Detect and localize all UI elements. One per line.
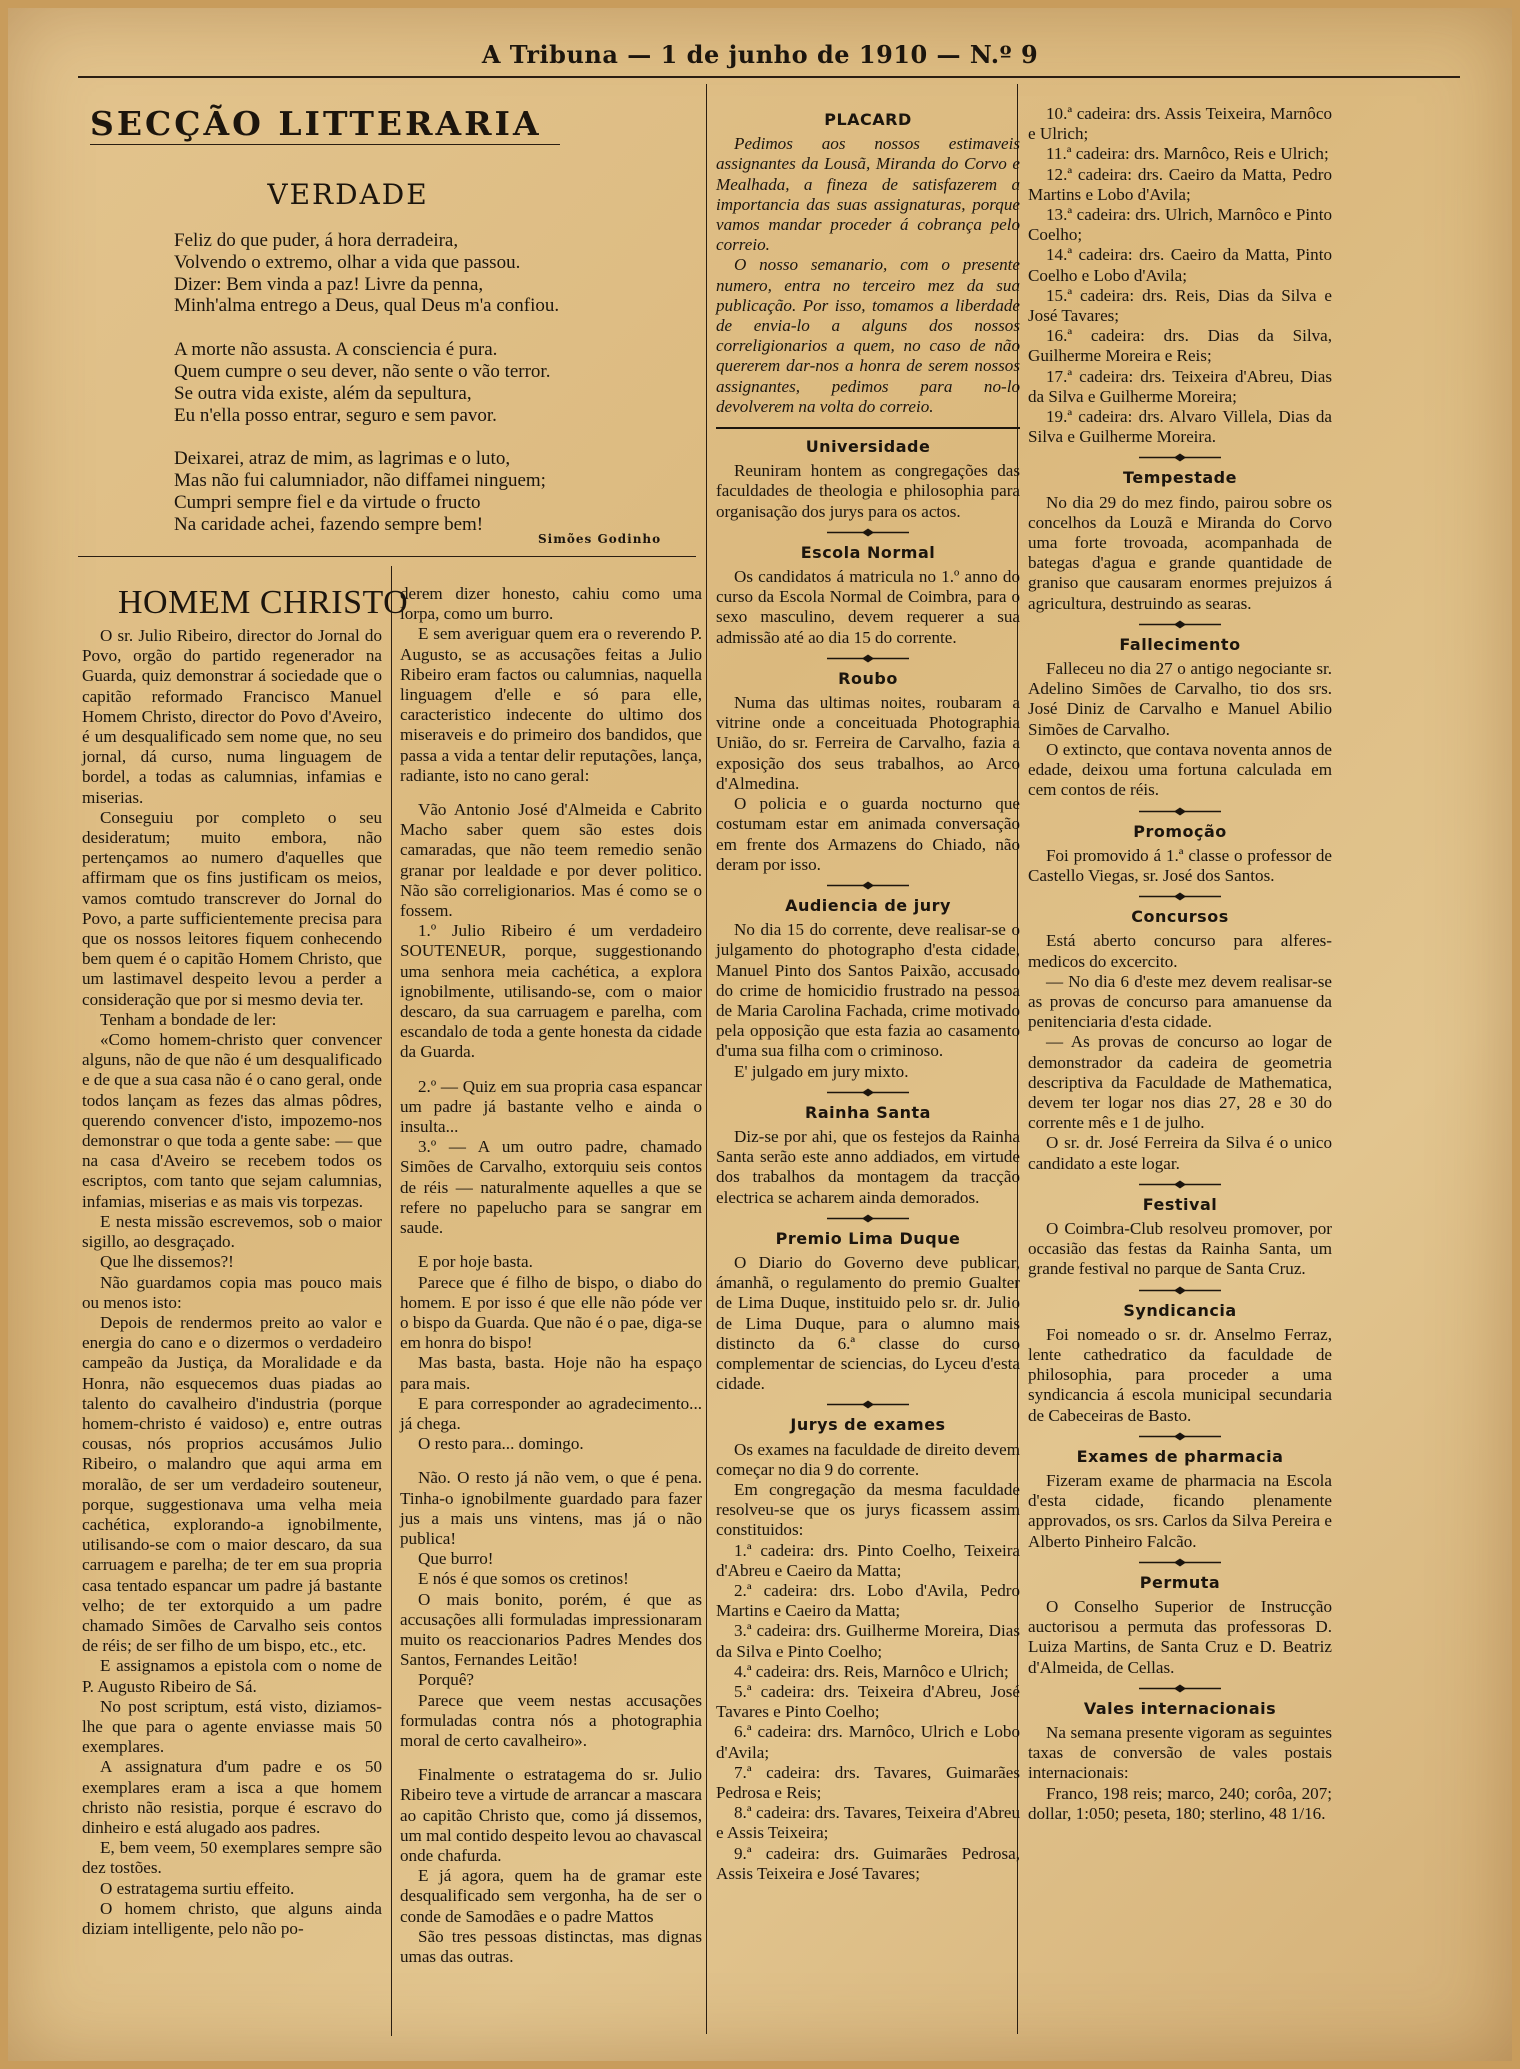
- placard-paragraph: O nosso semanario, com o presente numero, entra no terceiro mez da sua publicação. Por isso, tomamos a liberdade de envia-lo a alguns dos nossos correligionarios a quem, no caso de não quererem dar-nos a honra de serem nossos assignantes, pedimos para no-lo devolverem na volta do correio.: [716, 255, 1020, 416]
- article-paragraph: 2.º — Quiz em sua propria casa espancar um padre já bastante velho e ainda o insulta...: [400, 1076, 702, 1137]
- news-paragraph: Na semana presente vigoram as seguintes taxas de conversão de vales postais internacionais:: [1028, 1723, 1332, 1783]
- news-heading: Promoção: [1133, 821, 1227, 841]
- article-paragraph: Parece que veem nestas accusações formuladas contra nós a photographia moral de certo cavalheiro».: [400, 1690, 702, 1750]
- news-paragraph: Numa das ultimas noites, roubaram a vitrine onde a conceituada Photographia União, do sr. Ferreira de Carvalho, fazia a exposição dos seus trabalhos, ao Arco d'Almedina.: [716, 693, 1020, 793]
- poem-stanza: [174, 230, 559, 317]
- article-paragraph: O homem christo, que alguns ainda diziam intelligente, pelo não po-: [82, 1898, 382, 1938]
- article-paragraph: O resto para... domingo.: [418, 1434, 584, 1454]
- news-paragraph: Os exames na faculdade de direito devem começar no dia 9 do corrente.: [716, 1439, 1020, 1479]
- article-paragraph: Finalmente o estratagema do sr. Julio Ribeiro teve a virtude de arrancar a mascara ao capitão Christo que, como já dissemos, um mal contido despeito levou ao chavascal onde chafurda.: [400, 1765, 702, 1865]
- article-paragraph: E, bem veem, 50 exemplares sempre são dez tostões.: [82, 1838, 382, 1878]
- article-paragraph: 1.º Julio Ribeiro é um verdadeiro SOUTENEUR, porque, suggestionando uma senhora meia cachética, a explora ignobilmente, utilisando-se, com o maior descaro, da sua carruagem e parelha, com escandalo de toda a gente honesta da cidade da Guarda.: [400, 921, 702, 1062]
- jury-line: 16.ª cadeira: drs. Dias da Silva, Guilherme Moreira e Reis;: [1028, 326, 1332, 366]
- article-paragraph: E sem averiguar quem era o reverendo P. Augusto, se as accusações feitas a Julio Ribeiro eram factos ou calumnias, naquella linguagem d'elle e só para elle, caracteristico indecente do ultimo dos miseraveis e do primeiro dos bandidos, que passa a vida a tentar delir reputações, lança, radiante, isto no cano geral:: [400, 624, 702, 785]
- section-divider-ornament: [1137, 1558, 1223, 1567]
- news-heading: Concursos: [1131, 907, 1229, 927]
- news-heading: Jurys de exames: [790, 1415, 946, 1435]
- poem-line: Volvendo o extremo, olhar a vida que passou.: [174, 251, 521, 273]
- placard-paragraph: Pedimos aos nossos estimaveis assignantes da Lousã, Miranda do Corvo e Mealhada, a fineza de satisfazerem a importancia das suas assignaturas, porque vamos mandar proceder á cobrança pelo correio.: [716, 134, 1020, 255]
- section-divider-ornament: [1137, 1180, 1223, 1189]
- news-paragraph: 3.ª cadeira: drs. Guilherme Moreira, Dias da Silva e Pinto Coelho;: [716, 1621, 1020, 1661]
- article-paragraph: O sr. Julio Ribeiro, director do Jornal do Povo, orgão do partido regenerador na Guarda, quiz demonstrar á sociedade que o capitão reformado Francisco Manuel Homem Christo, director do Povo d'Aveiro, é um desqualificado sem nome que, no seu jornal, dá curso, numa linguagem de bordel, a todas as calumnias, infamias e miserias.: [82, 626, 382, 807]
- article-paragraph: E nós é que somos os cretinos!: [418, 1569, 629, 1589]
- article-paragraph: Tenham a bondade de ler:: [100, 1009, 277, 1029]
- jury-line: 10.ª cadeira: drs. Assis Teixeira, Marnôco e Ulrich;: [1028, 104, 1332, 144]
- article-paragraph: «Como homem-christo quer convencer alguns, não de que não é um desqualificado e de que a sua casa não é o cano geral, onde todos lançam as fezes das almas pôdres, querendo convencer d'isto, impozemo-nos demonstrar o que toda a gente sabe: — que na casa d'Aveiro se recebem todos os escriptos, com tanto que sejam calumnias, infamias, miserias e as mais vis torpezas.: [82, 1030, 382, 1211]
- column-separator: [391, 566, 392, 2036]
- poem-line: Eu n'ella posso entrar, seguro e sem pavor.: [174, 404, 497, 426]
- poem-stanza: [174, 448, 559, 535]
- section-divider-ornament: [825, 654, 911, 663]
- news-heading: Escola Normal: [800, 542, 936, 562]
- jury-line: 19.ª cadeira: drs. Alvaro Villela, Dias da Silva e Guilherme Moreira.: [1028, 407, 1332, 447]
- article-paragraph: E por hoje basta.: [418, 1252, 533, 1272]
- news-paragraph: Reuniram hontem as congregações das faculdades de theologia e philosophia para organisação dos jurys para os actos.: [716, 461, 1020, 521]
- placard-rule: [716, 427, 1020, 429]
- news-heading: Tempestade: [1123, 468, 1237, 488]
- news-paragraph: Os candidatos á matricula no 1.º anno do curso da Escola Normal de Coimbra, para o sexo masculino, devem requerer a sua admissão até ao dia 15 do corrente.: [716, 567, 1020, 647]
- section-divider-ornament: [1137, 1286, 1223, 1295]
- poem-title: VERDADE: [267, 178, 429, 211]
- news-paragraph: Diz-se por ahi, que os festejos da Rainha Santa serão este anno addiados, em virtude dos trabalhos da montagem da tracção electrica se acharem ainda demorados.: [716, 1126, 1020, 1207]
- news-column-3: [716, 104, 1020, 1884]
- jury-line: 11.ª cadeira: drs. Marnôco, Reis e Ulrich;: [1046, 144, 1329, 164]
- article-paragraph: Parece que é filho de bispo, o diabo do homem. E por isso é que elle não póde ver o bispo da Guarda. Que não é o pae, diga-se em honra do bispo!: [400, 1272, 702, 1353]
- poem-line: Minh'alma entrego a Deus, qual Deus m'a confiou.: [174, 295, 560, 317]
- article-paragraph: derem dizer honesto, cahiu como uma lorpa, como um burro.: [400, 584, 702, 624]
- news-heading: Universidade: [805, 437, 931, 457]
- news-paragraph: Foi promovido á 1.ª classe o professor de Castello Viegas, sr. José dos Santos.: [1028, 845, 1332, 885]
- news-paragraph: — No dia 6 d'este mez devem realisar-se as provas de concurso para amanuense da penitenciaria d'esta cidade.: [1028, 971, 1332, 1032]
- news-paragraph: No dia 29 do mez findo, pairou sobre os concelhos da Louzã e Miranda do Corvo uma forte trovoada, acompanhada de bategas d'agua e grande quantidade de graniso que causaram enormes prejuizos á agricultura, destruindo as searas.: [1028, 492, 1332, 613]
- section-divider-ornament: [825, 1214, 911, 1223]
- news-paragraph: 6.ª cadeira: drs. Marnôco, Ulrich e Lobo d'Avila;: [716, 1722, 1020, 1762]
- news-paragraph: 2.ª cadeira: drs. Lobo d'Avila, Pedro Martins e Caeiro da Matta;: [716, 1581, 1020, 1621]
- poem-line: Se outra vida existe, além da sepultura,: [174, 382, 472, 404]
- poem-line: Deixarei, atraz de mim, as lagrimas e o luto,: [174, 448, 511, 470]
- poem-stanza: [174, 339, 559, 426]
- placard-title: PLACARD: [824, 110, 912, 129]
- section-divider-ornament: [825, 881, 911, 890]
- jury-line: 15.ª cadeira: drs. Reis, Dias da Silva e José Tavares;: [1028, 285, 1332, 326]
- section-title-rule: [90, 144, 560, 145]
- jury-line: 12.ª cadeira: drs. Caeiro da Matta, Pedro Martins e Lobo d'Avila;: [1028, 164, 1332, 204]
- section-divider-ornament: [825, 1400, 911, 1409]
- news-paragraph: 1.ª cadeira: drs. Pinto Coelho, Teixeira d'Abreu e Caeiro da Matta;: [716, 1540, 1020, 1580]
- news-heading: Vales internacionais: [1083, 1698, 1277, 1718]
- article-paragraph: Não. O resto já não vem, o que é pena. Tinha-o ignobilmente guardado para fazer jus a mais uns vintens, mas já o não publica!: [400, 1468, 702, 1548]
- article-paragraph: Porquê?: [418, 1670, 475, 1690]
- section-divider-ornament: [825, 528, 911, 537]
- news-heading: Festival: [1142, 1194, 1218, 1214]
- article-paragraph: Que burro!: [418, 1549, 494, 1569]
- news-paragraph: O extincto, que contava noventa annos de edade, deixou uma fortuna calculada em cem contos de réis.: [1028, 739, 1332, 800]
- article-paragraph: E para corresponder ao agradecimento... já chega.: [400, 1393, 702, 1433]
- news-heading: Syndicancia: [1123, 1300, 1237, 1320]
- news-paragraph: Está aberto concurso para alferes-medicos do excercito.: [1028, 931, 1332, 971]
- section-divider-ornament: [1137, 1432, 1223, 1441]
- section-title: SECÇÃO LITTERARIA: [90, 104, 542, 143]
- news-heading: Fallecimento: [1119, 634, 1241, 654]
- article-paragraph: Vão Antonio José d'Almeida e Cabrito Macho saber quem são estes dois camaradas, que não teem remedio senão granar por lealdade e por dever politico. Não são correligionarios. Mas é como se o fossem.: [400, 800, 702, 921]
- section-divider-ornament: [1137, 892, 1223, 901]
- article-paragraph: Que lhe dissemos?!: [100, 1252, 234, 1272]
- article-column-1: [82, 626, 382, 1939]
- newspaper-page: [8, 8, 1512, 2061]
- article-column-2: [400, 584, 702, 1967]
- article-paragraph: São tres pessoas distinctas, mas dignas umas das outras.: [400, 1926, 702, 1966]
- news-paragraph: 9.ª cadeira: drs. Guimarães Pedrosa, Assis Teixeira e José Tavares;: [716, 1843, 1020, 1883]
- poem-author: Simões Godinho: [538, 532, 662, 546]
- article-paragraph: O estratagema surtiu effeito.: [100, 1878, 295, 1898]
- news-paragraph: 5.ª cadeira: drs. Teixeira d'Abreu, José Tavares e Pinto Coelho;: [716, 1682, 1020, 1722]
- article-paragraph: Mas basta, basta. Hoje não ha espaço para mais.: [400, 1353, 702, 1393]
- article-paragraph: O mais bonito, porém, é que as accusações alli formuladas impressionaram muito os reaccionarios Padres Mendes dos Santos, Fernandes Leitão!: [400, 1589, 702, 1670]
- article-paragraph: A assignatura d'um padre e os 50 exemplares eram a isca a que homem christo não resistia, porque é escravo do dinheiro e está alugado aos padres.: [82, 1757, 382, 1837]
- poem-line: Quem cumpre o seu dever, não sente o vão terror.: [174, 360, 551, 382]
- article-paragraph: E assignamos a epistola com o nome de P. Augusto Ribeiro de Sá.: [82, 1656, 382, 1696]
- article-paragraph: E já agora, quem ha de gramar este desqualificado sem vergonha, ha de ser o conde de Samodães e o padre Mattos: [400, 1866, 702, 1926]
- article-title: HOMEM CHRISTO: [118, 584, 409, 621]
- article-paragraph: Conseguiu por completo o seu desideratum; muito embora, não pertençamos ao numero d'aquelles que affirmam que os fins justificam os meios, vamos comtudo transcrever do Jornal do Povo, a parte sufficientemente precisa para que os nossos leitores fiquem conhecendo bem quem é o capitão Homem Christo, que um lastimavel despeito levou a perder a consideração que por si mesmo devia ter.: [82, 807, 382, 1009]
- column-separator: [706, 84, 707, 2034]
- poem-bottom-rule: [78, 556, 696, 557]
- poem-line: Feliz do que puder, á hora derradeira,: [174, 230, 459, 251]
- poem-body: [174, 230, 559, 558]
- section-divider-ornament: [825, 1088, 911, 1097]
- news-paragraph: O policia e o guarda nocturno que costumam estar em animada conversação em frente dos Armazens do Chiado, não deram por isso.: [716, 794, 1020, 874]
- article-paragraph: No post scriptum, está visto, diziamos-lhe que para o agente enviasse mais 50 exemplares.: [82, 1696, 382, 1757]
- news-paragraph: — As provas de concurso ao logar de demonstrador da cadeira de geometria descriptiva da Faculdade de Mathematica, devem ter logar nos dias 27, 28 e 30 do corrente mês e 1 de julho.: [1028, 1032, 1332, 1133]
- news-paragraph: No dia 15 do corrente, deve realisar-se o julgamento do photographo d'esta cidade, Manuel Pinto dos Santos Paixão, accusado do crime de homicidio frustrado na pessoa de Maria Carolina Fachada, crime motivado pela opposição que esta fazia ao casamento d'uma sua filha com o criminoso.: [716, 920, 1020, 1061]
- jury-line: 13.ª cadeira: drs. Ulrich, Marnôco e Pinto Coelho;: [1028, 205, 1332, 245]
- header-rule: [78, 76, 1460, 78]
- news-heading: Exames de pharmacia: [1076, 1446, 1284, 1466]
- news-paragraph: O Conselho Superior de Instrucção auctorisou a permuta das professoras D. Luiza Martins, de Santa Cruz e D. Beatriz d'Almeida, de Cellas.: [1028, 1597, 1332, 1677]
- news-heading: Rainha Santa: [805, 1102, 931, 1122]
- poem-line: Dizer: Bem vinda a paz! Livre da penna,: [174, 273, 484, 295]
- news-heading: Permuta: [1139, 1572, 1221, 1592]
- jury-line: 17.ª cadeira: drs. Teixeira d'Abreu, Dias da Silva e Guilherme Moreira;: [1028, 366, 1332, 406]
- news-paragraph: Em congregação da mesma faculdade resolveu-se que os jurys ficassem assim constituidos:: [716, 1479, 1020, 1540]
- news-paragraph: Foi nomeado o sr. dr. Anselmo Ferraz, lente cathedratico da faculdade de philosophia, para proceder a uma syndicancia á escola municipal secundaria de Cabeceiras de Basto.: [1028, 1324, 1332, 1425]
- jury-line: 14.ª cadeira: drs. Caeiro da Matta, Pinto Coelho e Lobo d'Avila;: [1028, 245, 1332, 285]
- news-heading: Audiencia de jury: [785, 895, 951, 915]
- news-column-4: [1028, 104, 1332, 1824]
- article-paragraph: 3.º — A um outro padre, chamado Simões de Carvalho, extorquiu seis contos de réis — naturalmente aquelles a que se refere no papelucho para se sangrar em saude.: [400, 1137, 702, 1238]
- article-paragraph: Depois de rendermos preito ao valor e energia do cano e o dizermos o verdadeiro campeão da Justiça, da Moralidade e da Honra, não esquecemos duas piadas ao talento do cavalheiro d'industria (porque homem-christo é vaidoso) e, entre outras cousas, nós proprios accusámos Julio Ribeiro, o malandro que aqui arma em moralão, de ser um verdadeiro souteneur, porque, suggestionava uma velha meia cachética, explorando-a ignobilmente, utilisando-se com o maior descaro, da sua carruagem e parelha; de ter em sua propria casa tentado espancar um padre já bastante velho; de ter extorquido a um padre chamado Simões de Carvalho seis contos de réis; de ser filho de um bispo, etc., etc.: [82, 1312, 382, 1656]
- section-divider-ornament: [1137, 620, 1223, 629]
- news-paragraph: E' julgado em jury mixto.: [734, 1061, 909, 1081]
- article-paragraph: E nesta missão escrevemos, sob o maior sigillo, ao desgraçado.: [82, 1211, 382, 1252]
- news-heading: Roubo: [838, 668, 898, 688]
- article-paragraph: Não guardamos copia mas pouco mais ou menos isto:: [82, 1272, 382, 1312]
- section-divider-ornament: [1137, 807, 1223, 816]
- poem-line: Mas não fui calumniador, não diffamei ninguem;: [174, 470, 546, 492]
- news-paragraph: 8.ª cadeira: drs. Tavares, Teixeira d'Abreu e Assis Teixeira;: [716, 1803, 1020, 1843]
- news-paragraph: O Coimbra-Club resolveu promover, por occasião das festas da Rainha Santa, um grande festival no parque de Santa Cruz.: [1028, 1218, 1332, 1279]
- poem-line: Cumpri sempre fiel e da virtude o fructo: [174, 491, 481, 513]
- news-paragraph: Falleceu no dia 27 o antigo negociante sr. Adelino Simões de Carvalho, tio dos srs. José Diniz de Carvalho e Manuel Abilio Simões de Carvalho.: [1028, 659, 1332, 739]
- news-paragraph: Fizeram exame de pharmacia na Escola d'esta cidade, ficando plenamente approvados, os srs. Carlos da Silva Pereira e Alberto Pinheiro Falcão.: [1028, 1470, 1332, 1551]
- section-divider-ornament: [1137, 1684, 1223, 1693]
- section-divider-ornament: [1137, 453, 1223, 462]
- news-paragraph: 7.ª cadeira: drs. Tavares, Guimarães Pedrosa e Reis;: [716, 1762, 1020, 1803]
- news-paragraph: Franco, 198 reis; marco, 240; corôa, 207; dollar, 1:050; peseta, 180; sterlino, 48 1/16.: [1028, 1783, 1332, 1823]
- poem-line: A morte não assusta. A consciencia é pura.: [174, 339, 498, 361]
- news-heading: Premio Lima Duque: [775, 1228, 961, 1248]
- news-paragraph: O Diario do Governo deve publicar, ámanhã, o regulamento do premio Gualter de Lima Duque, instituido pelo sr. dr. Julio de Lima Duque, para o alumno mais distincto da 6.ª classe do curso complementar de sciencias, do Lyceu d'esta cidade.: [716, 1252, 1020, 1394]
- poem-line: Na caridade achei, fazendo sempre bem!: [174, 513, 484, 535]
- news-paragraph: 4.ª cadeira: drs. Reis, Marnôco e Ulrich;: [734, 1661, 1009, 1681]
- news-paragraph: O sr. dr. José Ferreira da Silva é o unico candidato a este logar.: [1028, 1133, 1332, 1173]
- page-header: A Tribuna — 1 de junho de 1910 — N.º 9: [481, 40, 1039, 69]
